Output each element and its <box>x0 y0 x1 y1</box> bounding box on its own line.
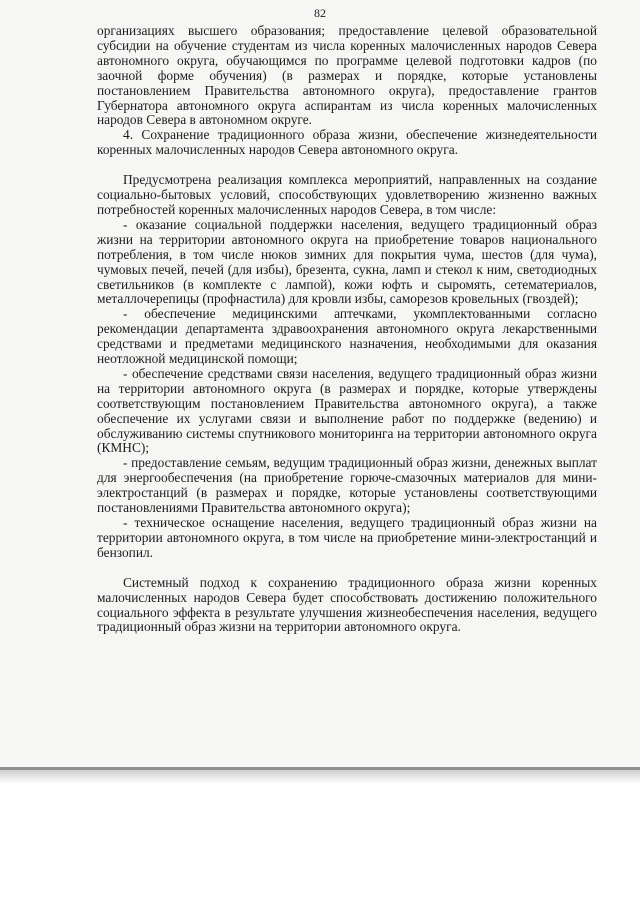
paragraph-section-4-heading: 4. Сохранение традиционного образа жизни, обеспечение жизнедеятельности коренных малочисленных народов Севера автономного округа. <box>97 127 597 158</box>
document-body <box>97 24 597 635</box>
list-item-social-support: - оказание социальной поддержки населения, ведущего традиционный образ жизни на территории автономного округа на приобретение товаров национального потребления, в том числе нюков зимних для покрытия чума, шестов (для чума), чумовых печей, печей (для избы), брезента, сукна, ламп и стекол к ним, светодиодных светильников (в комплекте с лампой), кожи юфть и сыромять, сетематериалов, металлочерепицы (профнастила) для кровли избы, саморезов кровельных (гвоздей); <box>97 216 597 307</box>
paragraph-education-continued: организациях высшего образования; предоставление целевой образовательной субсидии на обучение студентам из числа коренных малочисленных народов Севера автономного округа, обучающимся по программе целевой подготовки кадров (по заочной форме обучения) (в размерах и порядке, которые установлены постановлением Правительства автономного округа), предоставление грантов Губернатора автономного округа аспирантам из числа коренных малочисленных народов Севера в автономном округе. <box>97 23 597 128</box>
paragraph-measures-intro: Предусмотрена реализация комплекса мероприятий, направленных на создание социально-бытовых условий, способствующих удовлетворению жизненно важных потребностей коренных малочисленных народов Севера, в том числе: <box>97 172 597 217</box>
list-item-energy-payments: - предоставление семьям, ведущим традиционный образ жизни, денежных выплат для энергообеспечения (на приобретение горюче-смазочных материалов для мини-электростанций (в размерах и порядке, которые установлены соответствующими постановлениями Правительства автономного округа); <box>97 455 597 516</box>
list-item-communications: - обеспечение средствами связи населения, ведущего традиционный образ жизни на территории автономного округа (в размерах и порядке, которые утверждены соответствующим постановлением Правительства автономного округа), а также обеспечение их услугами связи и выполнение работ по поддержке (ведению) и обслуживанию системы спутникового мониторинга на территории автономного округа (КМНС); <box>97 365 597 456</box>
page-number: 82 <box>314 6 326 20</box>
list-item-technical-equipment: - техническое оснащение населения, ведущего традиционный образ жизни на территории автономного округа, в том числе на приобретение мини-электростанций и бензопил. <box>97 515 597 560</box>
list-item-medical-kits: - обеспечение медицинскими аптечками, укомплектованными согласно рекомендации департамента здравоохранения автономного округа лекарственными средствами и предметами медицинского назначения, необходимыми для оказания неотложной медицинской помощи; <box>97 306 597 367</box>
scan-edge-shadow <box>0 770 640 784</box>
paragraph-conclusion: Системный подход к сохранению традиционного образа жизни коренных малочисленных народов Севера будет способствовать достижению положительного социального эффекта в результате улучшения жизнеобеспечения населения, ведущего традиционный образ жизни на территории автономного округа. <box>97 574 597 635</box>
